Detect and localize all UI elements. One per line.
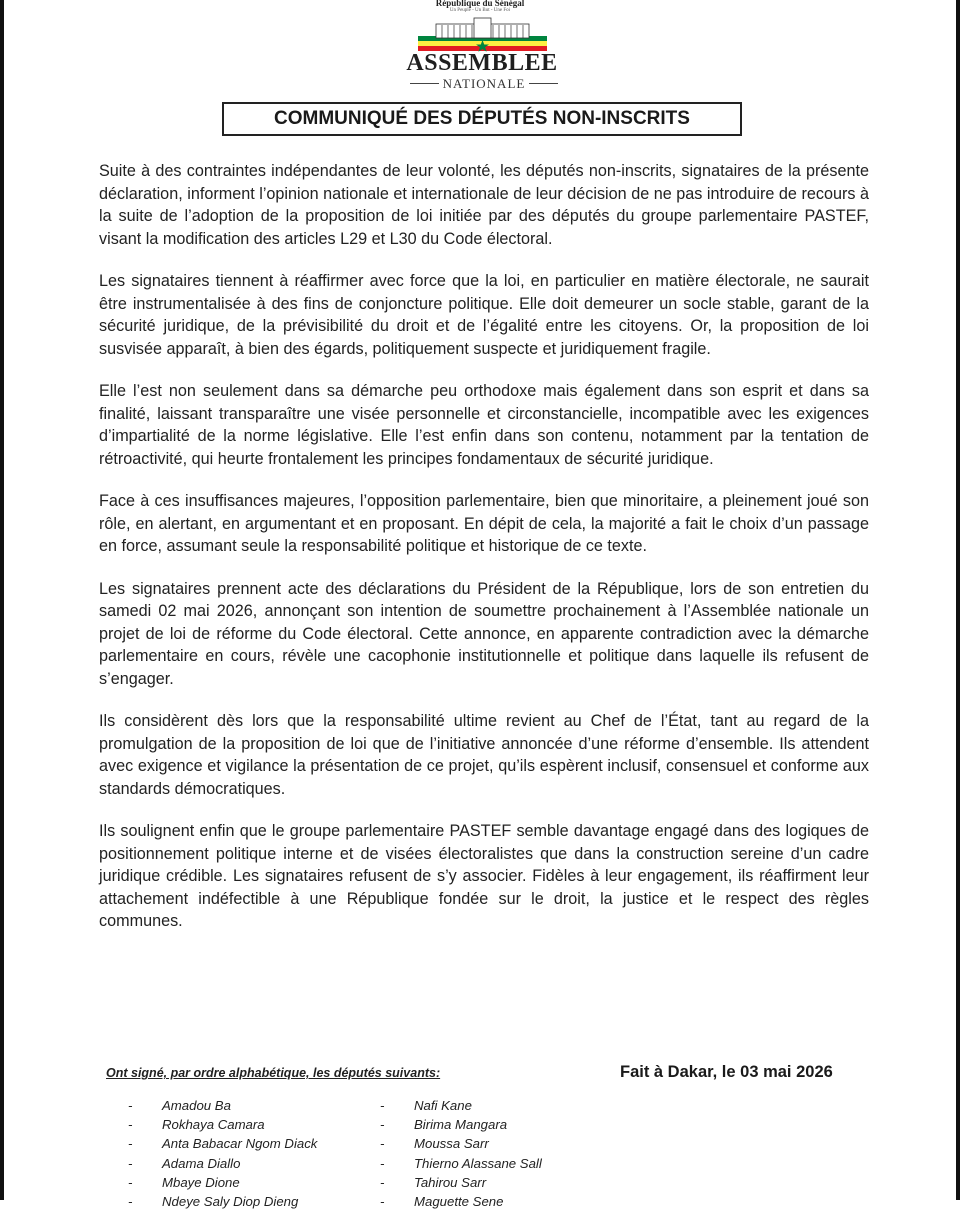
signatories-list-right (380, 1096, 542, 1211)
signatory-item (380, 1096, 542, 1115)
signatory-name: Tahirou Sarr (414, 1174, 487, 1190)
signatory-name: Maguette Sene (414, 1194, 504, 1210)
bullet-dash: - (128, 1155, 133, 1171)
motto-label: Un Peuple - Un But - Une Foi (449, 8, 511, 13)
signatory-name: Rokhaya Camara (162, 1117, 265, 1133)
communique-title: COMMUNIQUÉ DES DÉPUTÉS NON-INSCRITS (222, 102, 742, 136)
signatory-item (380, 1192, 542, 1211)
bullet-dash: - (380, 1174, 385, 1190)
signatories-heading: Ont signé, par ordre alphabétique, les députés suivants: (106, 1066, 441, 1080)
paragraph: Les signataires tiennent à réaffirmer avec force que la loi, en particulier en matière électorale, ne saurait être instrumentalisée à des fins de conjoncture politique. Elle doit demeurer un socle stable, garant de la sécurité juridique, de la prévisibilité du droit et de l’égalité entre les citoyens. Or, la proposition de loi susvisée apparaît, à bien des égards, politiquement suspecte et juridiquement fragile. (99, 272, 869, 358)
signatory-name: Anta Babacar Ngom Diack (162, 1136, 318, 1152)
signatory-item (380, 1173, 542, 1192)
right-frame-edge (956, 0, 960, 1200)
bullet-dash: - (128, 1117, 133, 1133)
place-and-date: Fait à Dakar, le 03 mai 2026 (620, 1063, 833, 1081)
communique-body (99, 160, 869, 953)
bullet-dash: - (128, 1098, 133, 1113)
signatory-item (128, 1134, 317, 1153)
paragraph: Ils considèrent dès lors que la responsabilité ultime revient au Chef de l’État, tant au regard de la promulgation de la proposition de loi que de l’initiative annoncée d’une réforme d’ensemble. Ils attendent avec exigence et vigilance la présentation de ce projet, qu’ils espèrent inclusif, consensuel et conforme aux standards démocratiques. (99, 712, 869, 798)
signatory-name: Moussa Sarr (414, 1136, 489, 1152)
paragraph: Face à ces insuffisances majeures, l’opposition parlementaire, bien que minoritaire, a pleinement joué son rôle, en alertant, en argumentant et en proposant. En dépit de cela, la majorité a fait le choix d’un passage en force, assumant seule la responsabilité politique et historique de ce texte. (99, 492, 869, 555)
bullet-dash: - (128, 1194, 133, 1210)
bullet-dash: - (128, 1174, 133, 1190)
signatory-name: Ndeye Saly Diop Dieng (162, 1194, 299, 1210)
signatory-item (380, 1154, 542, 1173)
signatories-list-left (128, 1096, 317, 1211)
paragraph: Suite à des contraintes indépendantes de leur volonté, les députés non-inscrits, signataires de la présente déclaration, informent l’opinion nationale et internationale de leur décision de ne pas introduire de recours à la suite de l’adoption de la proposition de loi initiée par des députés du groupe parlementaire PASTEF, visant la modification des articles L29 et L30 du Code électoral. (99, 162, 869, 248)
signatory-name: Mbaye Dione (162, 1174, 240, 1190)
signatory-item (380, 1134, 542, 1153)
assembly-subtitle: NATIONALE (439, 76, 530, 91)
signatory-item (128, 1154, 317, 1173)
signatory-name: Adama Diallo (162, 1155, 241, 1171)
signatory-name: Nafi Kane (414, 1098, 472, 1113)
left-frame-edge (0, 0, 4, 1200)
bullet-dash: - (380, 1136, 385, 1152)
bullet-dash: - (380, 1117, 385, 1133)
signatory-item (380, 1115, 542, 1134)
assembly-name: ASSEMBLEE (406, 50, 558, 76)
signatory-name: Amadou Ba (162, 1098, 231, 1113)
bullet-dash: - (128, 1136, 133, 1152)
bullet-dash: - (380, 1194, 385, 1210)
paragraph: Elle l’est non seulement dans sa démarche peu orthodoxe mais également dans son esprit et dans sa finalité, laissant transparaître une visée personnelle et circonstancielle, incompatible avec les exigences d’impartialité de la norme législative. Elle l’est enfin dans son contenu, notamment par la tentation de rétroactivité, qui heurte frontalement les principes fondamentaux de sécurité juridique. (99, 382, 869, 468)
bullet-dash: - (380, 1155, 385, 1171)
signatory-item (128, 1115, 317, 1134)
signatory-item (128, 1173, 317, 1192)
letterhead (0, 0, 960, 100)
bullet-dash: - (380, 1098, 385, 1113)
paragraph: Ils soulignent enfin que le groupe parlementaire PASTEF semble davantage engagé dans des logiques de positionnement politique interne et de visées électoralistes que dans la construction sereine d’un cadre juridique crédible. Les signataires refusent de s’y associer. Fidèles à leur engagement, ils réaffirment leur attachement indéfectible à une République fondée sur le droit, la justice et le respect des règles communes. (99, 822, 869, 930)
signatory-item (128, 1096, 317, 1115)
paragraph: Les signataires prennent acte des déclarations du Président de la République, lors de son entretien du samedi 02 mai 2026, annonçant son intention de soumettre prochainement à l’Assemblée nationale un projet de loi de réforme du Code électoral. Cette annonce, en apparente contradiction avec la démarche parlementaire en cours, révèle une cacophonie institutionnelle et politique dans laquelle ils refusent de s’engager. (99, 579, 869, 688)
signatory-item (128, 1192, 317, 1211)
assembly-subtitle-wrap (410, 76, 558, 92)
signatory-name: Thierno Alassane Sall (414, 1155, 542, 1171)
signatory-name: Birima Mangara (414, 1117, 508, 1133)
republic-label: République du Sénégal (435, 0, 525, 8)
